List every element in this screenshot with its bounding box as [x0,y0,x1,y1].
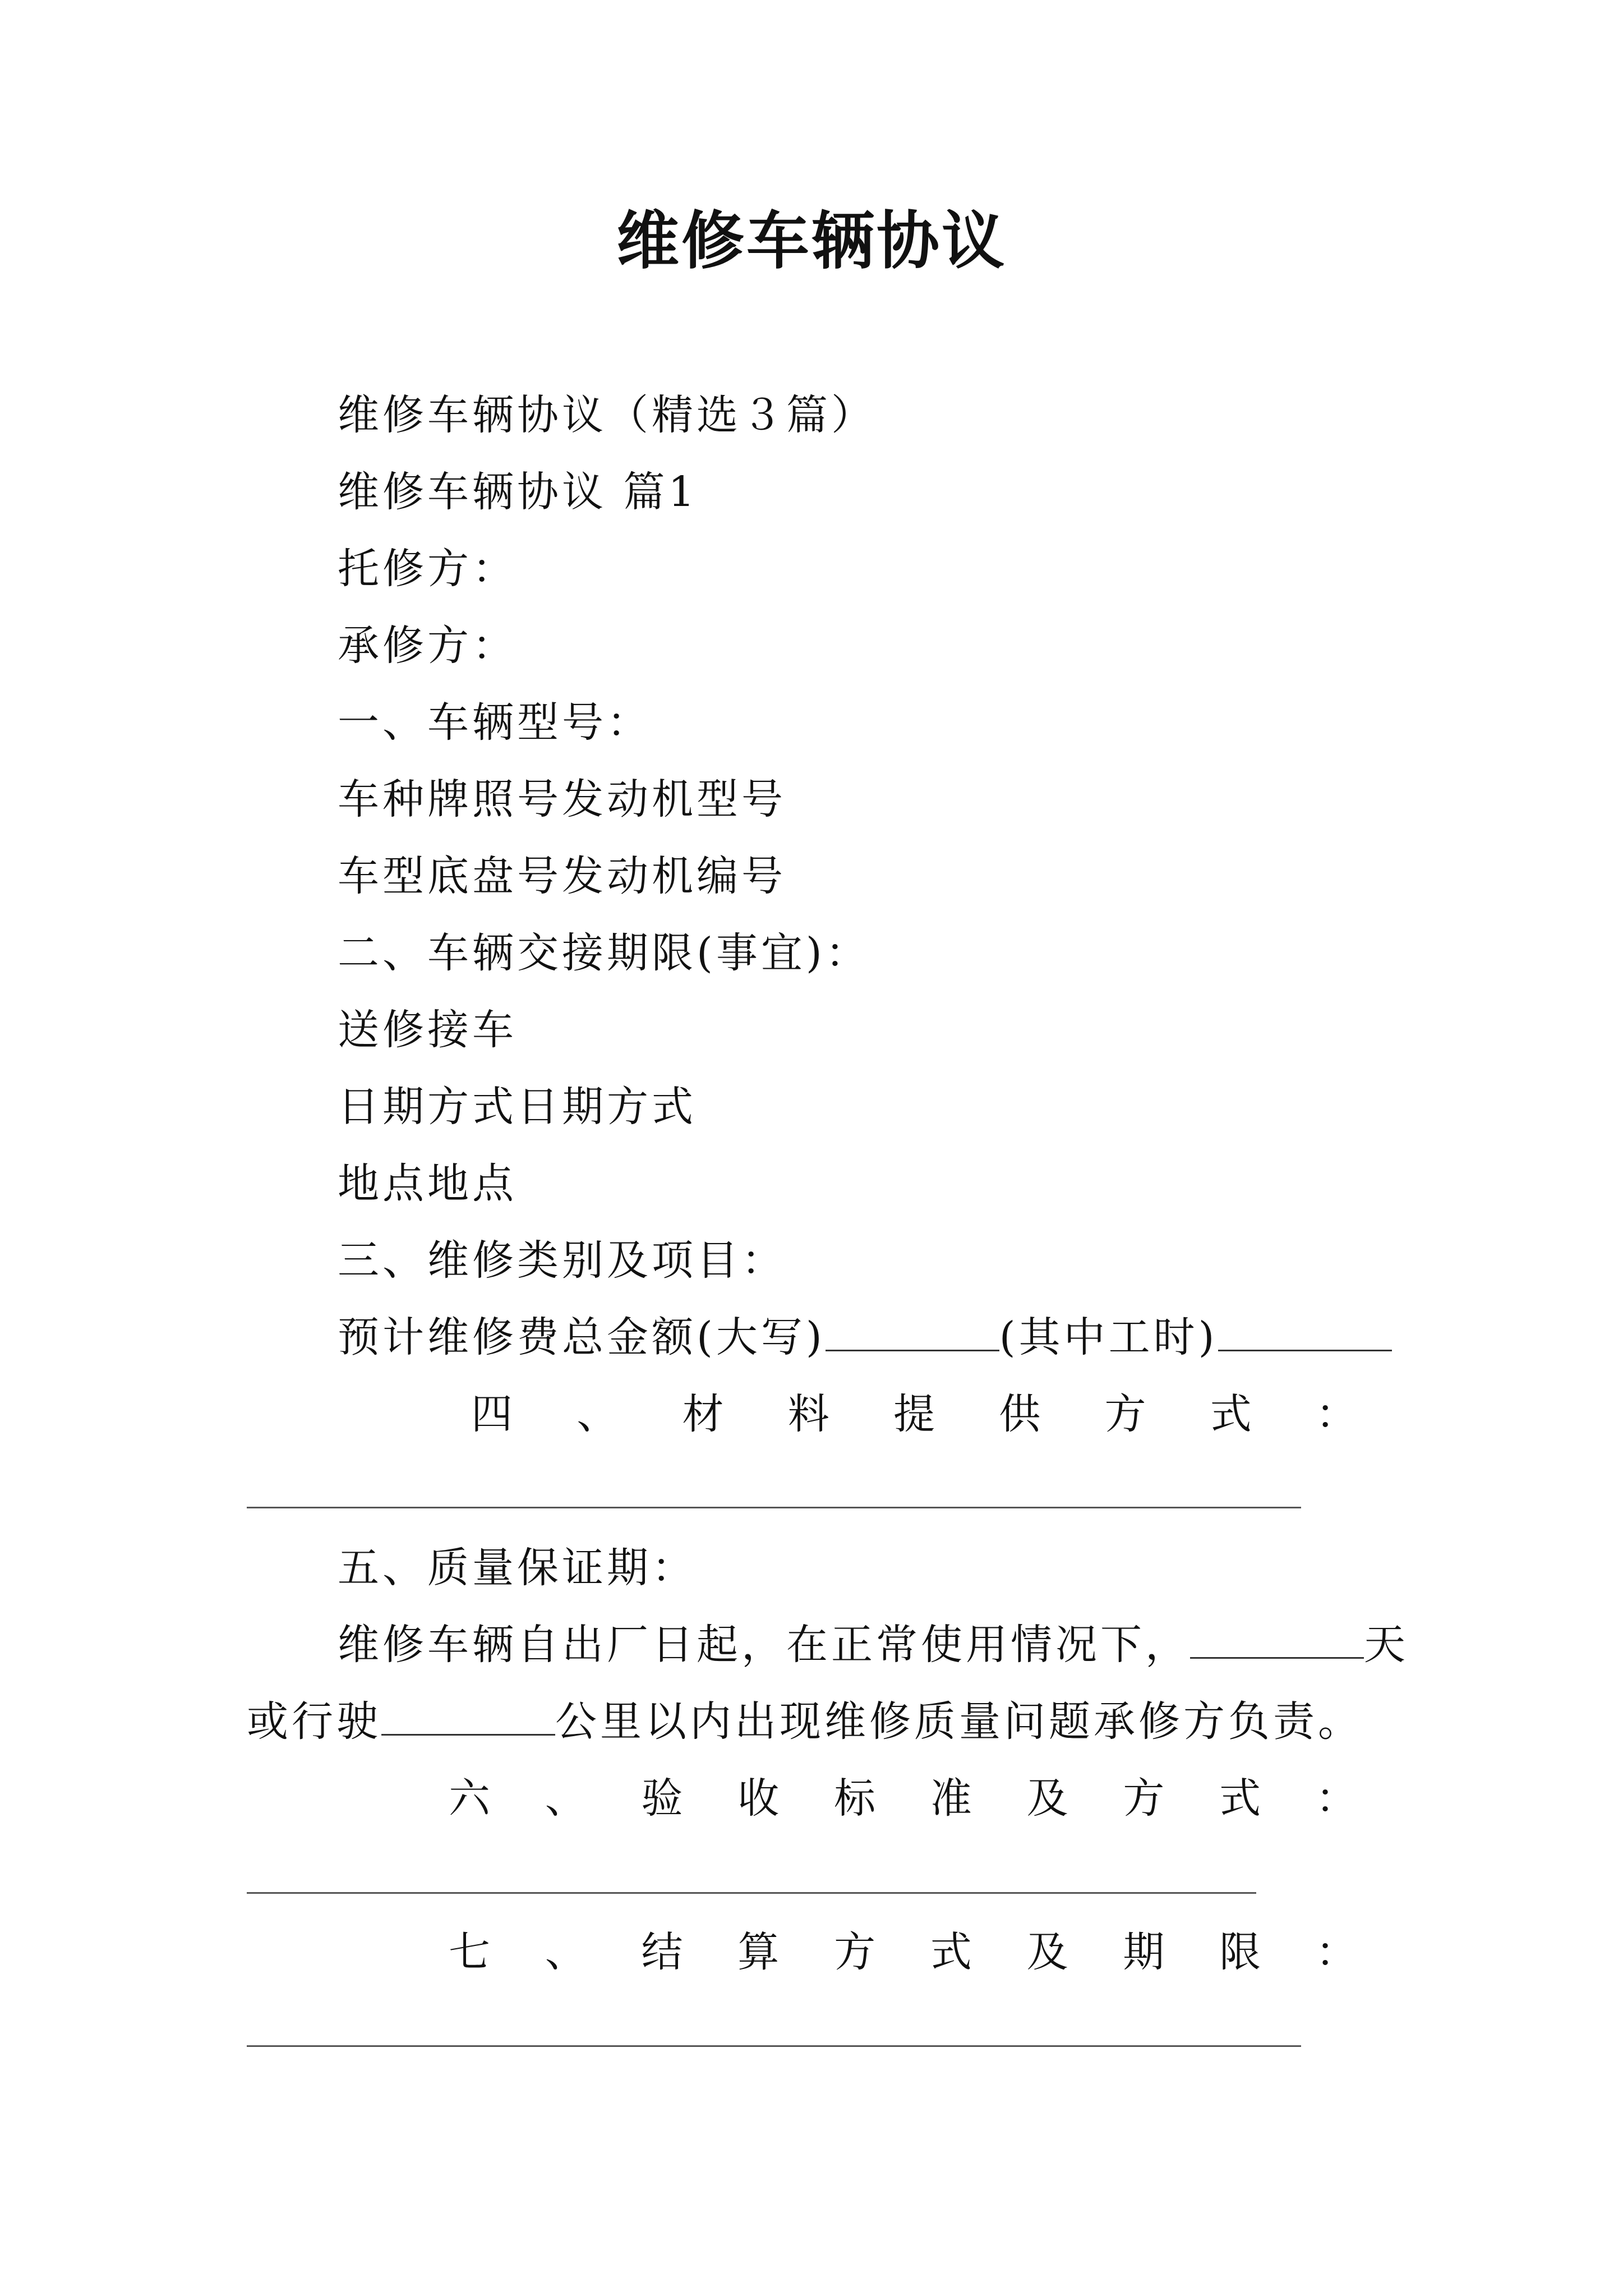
section-4-char: 提 [893,1390,935,1438]
section-6-char: 式 [1219,1774,1261,1823]
warranty-days-blank[interactable] [1190,1618,1364,1659]
section-4-char: 方 [1104,1390,1146,1438]
cost-label: 预计维修费总金额(大写) [338,1313,826,1361]
section-4-fill-line[interactable] [247,1507,1301,1508]
warranty-text-2: 天 [1364,1621,1409,1669]
subtitle: 维修车辆协议（精选３篇） [338,391,876,439]
section-7-char: 、 [545,1928,587,1976]
warranty-line-1 [338,1617,1409,1673]
section-6-heading [449,1770,1357,1826]
section-7-heading [449,1924,1357,1980]
warranty-km-blank[interactable] [381,1695,555,1736]
section-6-char: 标 [834,1774,876,1823]
section-7-char: 限 [1219,1928,1261,1976]
section-7-char: ： [1315,1928,1357,1976]
section-6-char: 验 [641,1774,683,1823]
section-3-heading: 三、维修类别及项目： [338,1236,786,1285]
section-6-char: 六 [449,1774,490,1823]
section-4-char: 材 [682,1390,724,1438]
section-4-char: 四 [471,1390,513,1438]
cost-blank[interactable] [826,1310,999,1351]
client-label: 托修方： [338,545,517,593]
section-4-char: 式 [1210,1390,1252,1438]
section-7-char: 结 [641,1928,683,1976]
repairer-label: 承修方： [338,622,517,670]
section-2-heading: 二、车辆交接期限(事宜)： [338,929,870,977]
vehicle-info-line-2: 车型底盘号发动机编号 [338,852,786,900]
section-4-char: 料 [787,1390,829,1438]
warranty-text-4: 公里以内出现维修质量问题承修方负责。 [555,1697,1363,1746]
section-7-char: 七 [449,1928,490,1976]
section-5-heading: 五、质量保证期： [338,1544,697,1592]
section-7-char: 及 [1026,1928,1068,1976]
part-heading: 维修车辆协议 篇1 [338,468,698,516]
section-6-char: 准 [930,1774,972,1823]
warranty-text-3: 或行驶 [247,1697,381,1746]
handover-line-1: 送修接车 [338,1006,517,1054]
vehicle-info-line-1: 车种牌照号发动机型号 [338,775,786,823]
handover-line-3: 地点地点 [338,1159,517,1208]
section-7-char: 算 [737,1928,780,1976]
section-7-char: 式 [930,1928,972,1976]
section-6-char: ： [1315,1774,1357,1823]
warranty-text-1: 维修车辆自出厂日起，在正常使用情况下， [338,1621,1190,1669]
document-title: 维修车辆协议 [616,204,1007,278]
handover-line-2: 日期方式日期方式 [338,1083,697,1131]
section-6-char: 、 [545,1774,587,1823]
cost-line [338,1309,1392,1365]
labor-blank[interactable] [1218,1310,1392,1351]
section-4-char: 、 [577,1390,619,1438]
section-6-fill-line[interactable] [247,1892,1256,1894]
labor-label: (其中工时) [999,1313,1218,1361]
section-7-char: 方 [834,1928,876,1976]
section-4-char: 供 [999,1390,1041,1438]
section-4-heading [471,1386,1357,1442]
section-6-char: 及 [1026,1774,1068,1823]
section-7-fill-line[interactable] [247,2045,1301,2047]
section-4-char: ： [1316,1390,1357,1438]
section-6-char: 收 [737,1774,780,1823]
section-1-heading: 一、车辆型号： [338,698,652,747]
warranty-line-2 [247,1694,1363,1750]
section-6-char: 方 [1123,1774,1165,1823]
section-7-char: 期 [1123,1928,1165,1976]
